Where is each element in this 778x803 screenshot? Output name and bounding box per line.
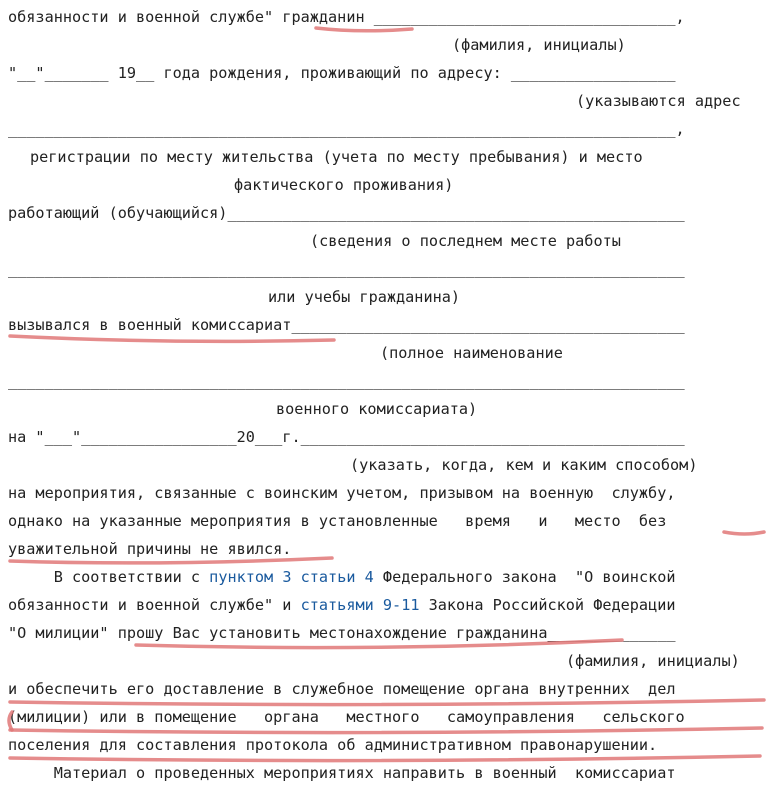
underline-vyzyvalsya xyxy=(10,336,334,341)
text-line: "О милиции" прошу Вас установить местонахождение гражданина______________ xyxy=(8,624,676,642)
text-line xyxy=(8,567,676,587)
text-segment: Закона Российской Федерации xyxy=(419,596,676,614)
text-line: однако на указанные мероприятия в установленные время и место без xyxy=(8,512,667,530)
underline-poseleniya xyxy=(10,756,760,761)
text-line: на мероприятия, связанные с воинским учетом, призывом на военную службу, xyxy=(8,484,676,502)
text-line: уважительной причины не явился. xyxy=(8,540,292,558)
underline-bez xyxy=(724,532,764,534)
text-line: обязанности и военной службе" гражданин _________________________________, xyxy=(8,8,685,26)
caption-name: (фамилия, инициалы) xyxy=(452,36,626,54)
caption-address: (указываются адрес xyxy=(576,92,741,110)
caption-work: (сведения о последнем месте работы xyxy=(310,232,621,250)
text-line: _________________________________________________________________________, xyxy=(8,120,685,138)
caption-registration: регистрации по месту жительства (учета по месту пребывания) и место xyxy=(30,148,643,166)
text-line: (милиции) или в помещение органа местного самоуправления сельского xyxy=(8,708,685,726)
text-segment: Федерального закона "О воинской xyxy=(373,568,676,586)
underline-militsii xyxy=(10,728,762,733)
link-statya-4[interactable]: статьи 4 xyxy=(300,568,374,586)
link-statyami-9-11[interactable]: статьями 9-11 xyxy=(300,596,420,614)
underline-obespechit xyxy=(10,700,764,705)
underline-grazhdanin xyxy=(316,28,412,31)
caption-how: (указать, когда, кем и каким способом) xyxy=(350,456,698,474)
text-line: и обеспечить его доставление в служебное помещение органа внутренних дел xyxy=(8,680,676,698)
text-segment xyxy=(291,568,300,586)
caption-residence: фактического проживания) xyxy=(234,176,454,194)
caption-name-2: (фамилия, инициалы) xyxy=(566,652,740,670)
caption-study: или учебы гражданина) xyxy=(268,288,461,306)
link-punkt-3[interactable]: пунктом 3 xyxy=(209,568,292,586)
text-line: работающий (обучающийся)__________________________________________________ xyxy=(8,204,685,222)
text-line: Материал о проведенных мероприятиях направить в военный комиссариат xyxy=(8,764,676,782)
text-line: "__"_______ 19__ года рождения, проживающий по адресу: __________________ xyxy=(8,64,676,82)
text-line: поселения для составления протокола об административном правонарушении. xyxy=(8,736,658,754)
text-line xyxy=(8,595,676,615)
text-line: __________________________________________________________________________ xyxy=(8,372,685,390)
caption-commissariat-2: военного комиссариата) xyxy=(276,400,478,418)
text-line: __________________________________________________________________________ xyxy=(8,260,685,278)
text-segment: В соответствии с xyxy=(8,568,210,586)
text-line: вызывался в военный комиссариат___________________________________________ xyxy=(8,316,685,334)
text-segment: обязанности и военной службе" и xyxy=(8,596,301,614)
caption-commissariat: (полное наименование xyxy=(380,344,563,362)
text-line: на "___"_________________20___г.__________________________________________ xyxy=(8,428,685,446)
